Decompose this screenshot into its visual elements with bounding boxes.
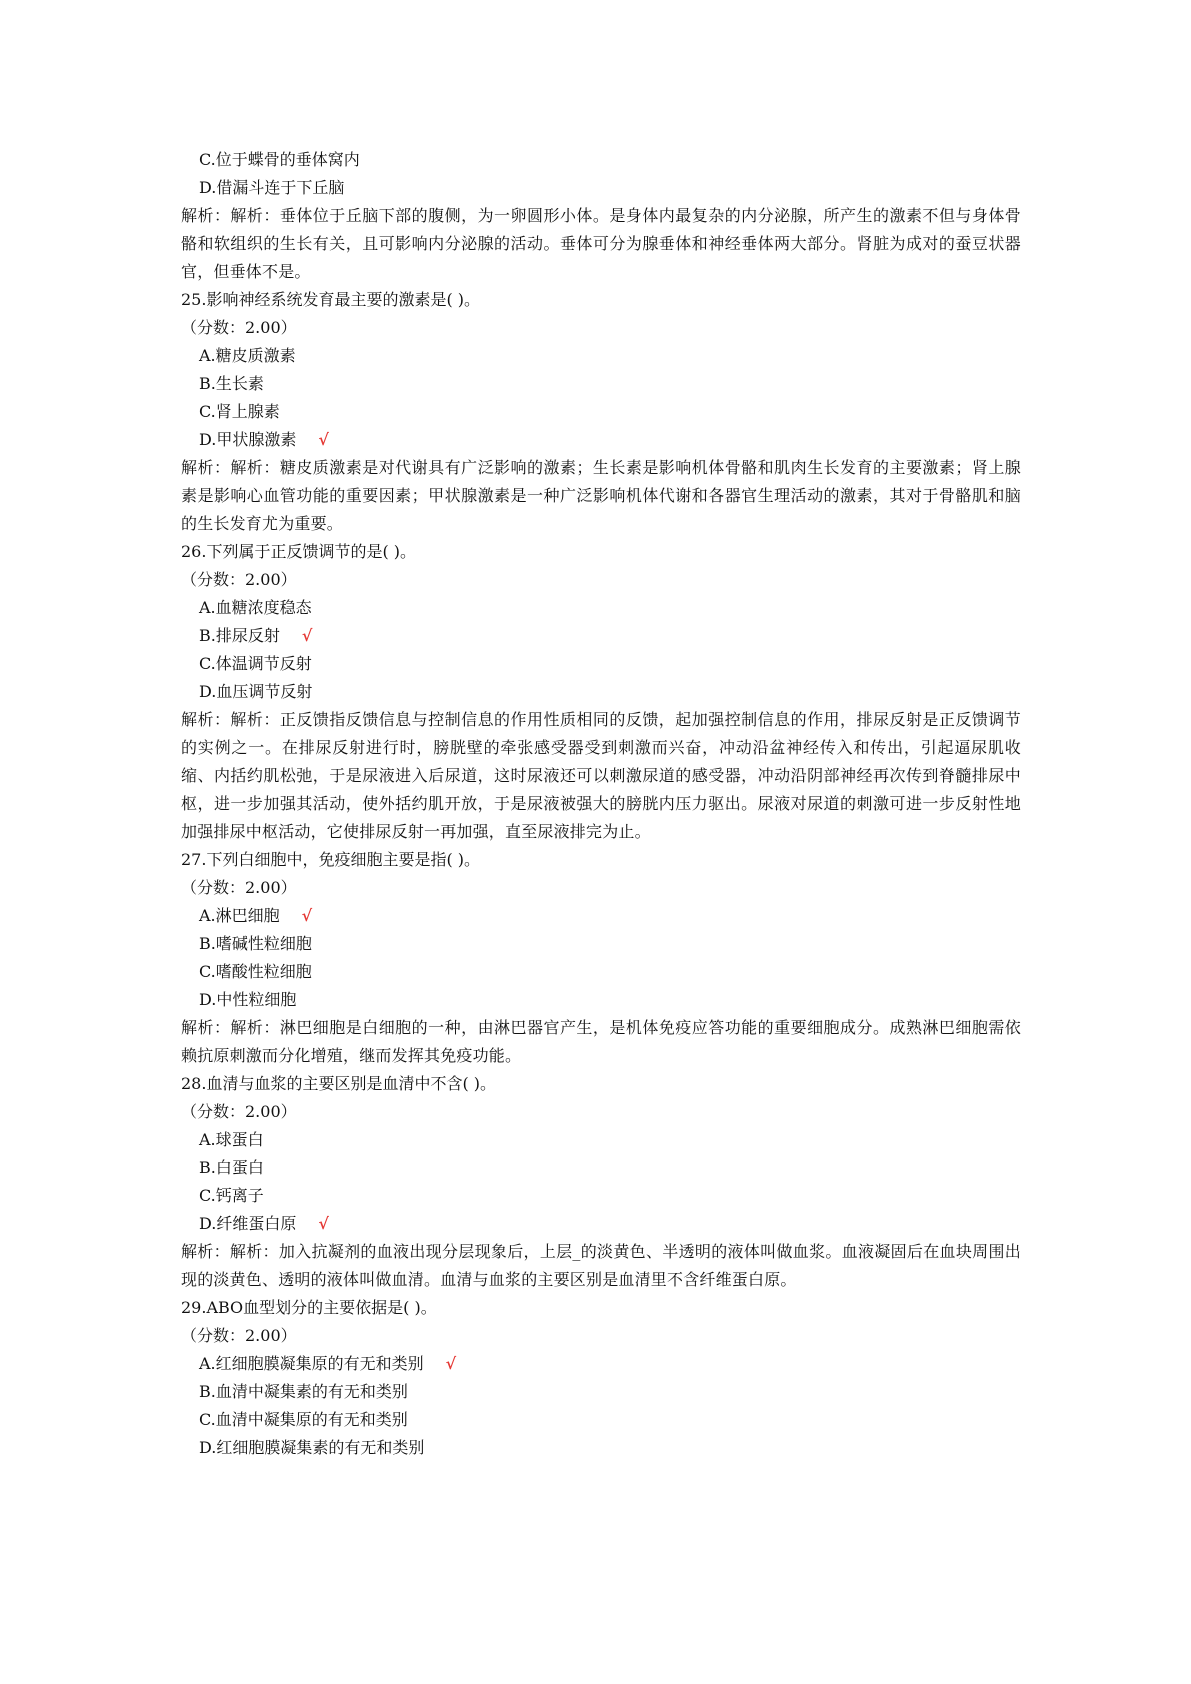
question-score: （分数：2.00） xyxy=(181,570,297,589)
option xyxy=(181,1154,1021,1182)
option xyxy=(181,958,1021,986)
question-list xyxy=(181,286,1021,1462)
option-label: B.生长素 xyxy=(199,374,264,393)
analysis-text: 解析：解析：淋巴细胞是白细胞的一种，由淋巴器官产生，是机体免疫应答功能的重要细胞成分。成熟淋巴细胞需依赖抗原刺激而分化增殖，继而发挥其免疫功能。 xyxy=(181,1018,1021,1065)
question-score: （分数：2.00） xyxy=(181,1102,297,1121)
option-label: B.白蛋白 xyxy=(199,1158,264,1177)
question-title: 27.下列白细胞中，免疫细胞主要是指( )。 xyxy=(181,850,481,869)
option-label: D.纤维蛋白原 xyxy=(199,1214,297,1233)
question-block xyxy=(181,286,1021,538)
option-label: A.淋巴细胞 xyxy=(199,906,280,925)
option xyxy=(181,622,1021,650)
question-block xyxy=(181,1294,1021,1462)
question-title: 29.ABO血型划分的主要依据是( )。 xyxy=(181,1298,437,1317)
check-mark-icon: √ xyxy=(445,1354,457,1373)
option-label: B.排尿反射 xyxy=(199,626,280,645)
option xyxy=(181,650,1021,678)
question-block xyxy=(181,1070,1021,1294)
option xyxy=(181,1210,1021,1238)
option xyxy=(181,1434,1021,1462)
check-mark-icon: √ xyxy=(318,430,329,449)
option-label: A.球蛋白 xyxy=(199,1130,264,1149)
option xyxy=(181,398,1021,426)
option xyxy=(181,1350,1021,1378)
option xyxy=(181,1406,1021,1434)
option: D.借漏斗连于下丘脑 xyxy=(199,178,345,197)
option xyxy=(181,678,1021,706)
exam-page xyxy=(181,146,1021,1462)
analysis-text: 解析：解析：糖皮质激素是对代谢具有广泛影响的激素；生长素是影响机体骨骼和肌肉生长发育的主要激素；肾上腺素是影响心血管功能的重要因素；甲状腺激素是一种广泛影响机体代谢和各器官生理活动的激素，其对于骨骼肌和脑的生长发育尤为重要。 xyxy=(181,458,1021,533)
option-label: C.体温调节反射 xyxy=(199,654,312,673)
check-mark-icon: √ xyxy=(301,906,313,925)
option xyxy=(181,986,1021,1014)
option-label: C.嗜酸性粒细胞 xyxy=(199,962,312,981)
check-mark-icon: √ xyxy=(318,1214,329,1233)
question-title: 26.下列属于正反馈调节的是( )。 xyxy=(181,542,417,561)
option xyxy=(181,1182,1021,1210)
option-label: A.血糖浓度稳态 xyxy=(199,598,312,617)
question-title: 28.血清与血浆的主要区别是血清中不含( )。 xyxy=(181,1074,497,1093)
question-score: （分数：2.00） xyxy=(181,318,297,337)
question-title: 25.影响神经系统发育最主要的激素是( )。 xyxy=(181,290,481,309)
option-label: B.嗜碱性粒细胞 xyxy=(199,934,312,953)
analysis-text: 解析：解析：垂体位于丘脑下部的腹侧，为一卵圆形小体。是身体内最复杂的内分泌腺，所产生的激素不但与身体骨骼和软组织的生长有关，且可影响内分泌腺的活动。垂体可分为腺垂体和神经垂体两大部分。肾脏为成对的蚕豆状器官，但垂体不是。 xyxy=(181,206,1021,281)
option xyxy=(181,342,1021,370)
option-label: C.钙离子 xyxy=(199,1186,264,1205)
option xyxy=(181,902,1021,930)
fragment-block xyxy=(181,146,1021,286)
option xyxy=(181,1126,1021,1154)
option-label: D.红细胞膜凝集素的有无和类别 xyxy=(199,1438,425,1457)
option-label: D.血压调节反射 xyxy=(199,682,313,701)
option: C.位于蝶骨的垂体窝内 xyxy=(199,150,360,169)
option xyxy=(181,1378,1021,1406)
option-label: B.血清中凝集素的有无和类别 xyxy=(199,1382,408,1401)
question-score: （分数：2.00） xyxy=(181,878,297,897)
option-label: A.糖皮质激素 xyxy=(199,346,296,365)
question-block xyxy=(181,846,1021,1070)
option xyxy=(181,370,1021,398)
option-label: C.肾上腺素 xyxy=(199,402,280,421)
analysis-text: 解析：解析：正反馈指反馈信息与控制信息的作用性质相同的反馈，起加强控制信息的作用，排尿反射是正反馈调节的实例之一。在排尿反射进行时，膀胱壁的牵张感受器受到刺激而兴奋，冲动沿盆神经传入和传出，引起逼尿肌收缩、内括约肌松弛，于是尿液进入后尿道，这时尿液还可以刺激尿道的感受器，冲动沿阴部神经再次传到脊髓排尿中枢，进一步加强其活动，使外括约肌开放，于是尿液被强大的膀胱内压力驱出。尿液对尿道的刺激可进一步反射性地加强排尿中枢活动，它使排尿反射一再加强，直至尿液排完为止。 xyxy=(181,710,1021,841)
option xyxy=(181,930,1021,958)
option-label: A.红细胞膜凝集原的有无和类别 xyxy=(199,1354,424,1373)
option-label: C.血清中凝集原的有无和类别 xyxy=(199,1410,408,1429)
question-block xyxy=(181,538,1021,846)
option xyxy=(181,594,1021,622)
question-score: （分数：2.00） xyxy=(181,1326,297,1345)
option-label: D.甲状腺激素 xyxy=(199,430,297,449)
check-mark-icon: √ xyxy=(301,626,313,645)
option-label: D.中性粒细胞 xyxy=(199,990,297,1009)
analysis-text: 解析：解析：加入抗凝剂的血液出现分层现象后，上层_的淡黄色、半透明的液体叫做血浆。血液凝固后在血块周围出现的淡黄色、透明的液体叫做血清。血清与血浆的主要区别是血清里不含纤维蛋白原。 xyxy=(181,1242,1021,1289)
option xyxy=(181,426,1021,454)
